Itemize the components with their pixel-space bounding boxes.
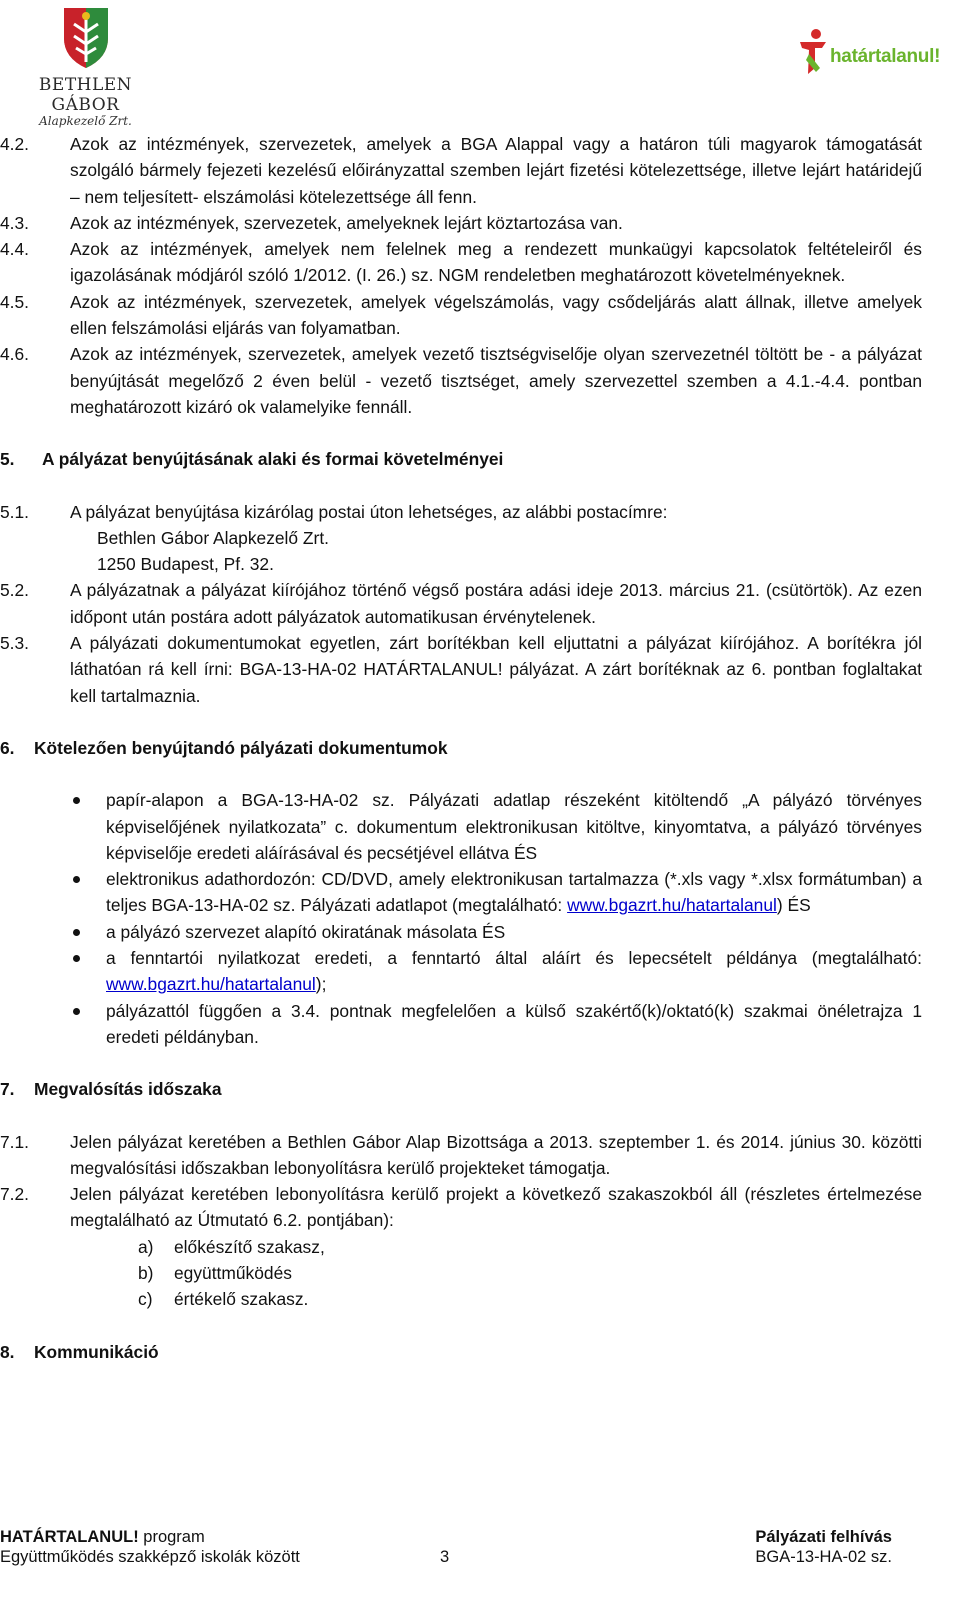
bullet-icon	[0, 787, 106, 866]
section-title: A pályázat benyújtásának alaki és formai követelményei	[42, 449, 504, 470]
section-heading-5	[0, 446, 922, 472]
section-heading-7	[0, 1076, 922, 1102]
postal-address-name: Bethlen Gábor Alapkezelő Zrt.	[97, 527, 330, 548]
page-footer	[0, 1527, 900, 1567]
phase-item	[0, 1286, 922, 1312]
phase-item	[0, 1260, 922, 1286]
section-heading-6	[0, 735, 922, 761]
bgazrt-link[interactable]: www.bgazrt.hu/hatartalanul	[106, 974, 316, 995]
bethlen-gabor-logo	[18, 4, 153, 128]
bullet-item	[0, 919, 922, 945]
bullet-text	[106, 866, 922, 919]
footer-program	[0, 1527, 205, 1547]
list-item	[0, 289, 922, 342]
item-number: 4.3.	[0, 212, 30, 233]
footer-subtitle: Együttműködés szakképző iskolák között	[0, 1548, 300, 1566]
item-text: A pályázatnak a pályázat kiírójához történő végső postára adási ideje 2013. március 21. (csütörtök). Az ezen időpont után postára adott pályázatok automatikusan érvénytelenek.	[70, 580, 922, 627]
bullet-item	[0, 787, 922, 866]
footer-doc-type: Pályázati felhívás	[755, 1528, 892, 1546]
bullet-item	[0, 866, 922, 919]
logo-wordmark: határtalanul!	[830, 46, 941, 67]
item-number: 4.6.	[0, 344, 30, 365]
phase-text: előkészítő szakasz,	[174, 1236, 325, 1257]
postal-address-city: 1250 Budapest, Pf. 32.	[97, 554, 274, 575]
page-number: 3	[440, 1548, 450, 1566]
bullet-icon	[0, 919, 106, 945]
bullet-text: pályázattól függően a 3.4. pontnak megfelelően a külső szakértő(k)/oktató(k) szakmai önéletrajza 1 eredeti példányban.	[106, 1000, 922, 1047]
bgazrt-link[interactable]: www.bgazrt.hu/hatartalanul	[567, 895, 777, 916]
section-number: 5.	[0, 449, 15, 470]
bullet-text: a pályázó szervezet alapító okiratának másolata ÉS	[106, 921, 506, 942]
bullet-text-part: );	[315, 974, 327, 995]
crest-icon	[54, 4, 118, 70]
item-number: 5.3.	[0, 633, 30, 654]
list-item	[0, 131, 922, 210]
section-title: Kötelezően benyújtandó pályázati dokumentumok	[34, 737, 448, 758]
section-number: 6.	[0, 737, 15, 758]
bullet-icon	[0, 866, 106, 919]
item-number: 4.4.	[0, 239, 30, 260]
item-number: 4.5.	[0, 291, 30, 312]
figure-icon	[796, 28, 830, 76]
item-text: Azok az intézmények, amelyek nem felelnek meg a rendezett munkaügyi kapcsolatok feltételeiről és igazolásának módjáról szóló 1/2012. (I. 26.) sz. NGM rendeletben meghatározott követelményeknek.	[70, 239, 922, 286]
item-number: 7.1.	[0, 1131, 30, 1152]
list-item	[0, 630, 922, 709]
phase-letter: b)	[138, 1262, 154, 1283]
item-text: Jelen pályázat keretében a Bethlen Gábor Alap Bizottsága a 2013. szeptember 1. és 2014. június 30. közötti megvalósítási időszakban lebonyolításra kerülő projekteket támogatja.	[70, 1131, 922, 1178]
list-item	[0, 499, 922, 525]
phase-item	[0, 1234, 922, 1260]
list-item	[0, 210, 922, 236]
bullet-text-part: a fenntartói nyilatkozat eredeti, a fenntartó által aláírt és lepecsételt példánya (megtalálható:	[106, 948, 922, 969]
footer-program-name: HATÁRTALANUL!	[0, 1528, 139, 1546]
footer-doc-code: BGA-13-HA-02 sz.	[755, 1548, 892, 1566]
section-number: 8.	[0, 1341, 15, 1362]
logo-subtitle: Alapkezelő Zrt.	[39, 114, 132, 128]
item-number: 4.2.	[0, 134, 30, 154]
phase-letter: a)	[138, 1236, 154, 1257]
document-body	[0, 131, 922, 1391]
list-item	[0, 236, 922, 289]
bullet-text	[106, 945, 922, 998]
item-text: A pályázati dokumentumokat egyetlen, zárt borítékban kell eljuttatni a pályázat kiírójához. A borítékra jól láthatóan rá kell írni: BGA-13-HA-02 HATÁRTALANUL! pályázat. A zárt borítéknak az 6. pontban foglaltakat kell tartalmaznia.	[70, 633, 922, 706]
item-number: 5.2.	[0, 580, 30, 601]
bullet-text: papír-alapon a BGA-13-HA-02 sz. Pályázati adatlap részeként kitöltendő „A pályázó törvényes képviselőjének nyilatkozata” c. dokumentum elektronikusan kitöltve, kinyomtatva, a pályázó törvényes képviselője eredeti aláírásával és pecsétjével ellátva ÉS	[106, 790, 922, 863]
item-number: 7.2.	[0, 1184, 30, 1205]
logo-title: BETHLEN GÁBOR	[38, 75, 133, 115]
phase-letter: c)	[138, 1289, 153, 1310]
document-list	[0, 787, 922, 1050]
bullet-item	[0, 945, 922, 998]
bullet-text-part: elektronikus adathordozón: CD/DVD, amely elektronikusan tartalmazza (*.xls vagy *.xlsx formátumban) a teljes BGA-13-HA-02 sz. Pályázati adatlapot (megtalálható:	[106, 869, 922, 916]
section-number: 7.	[0, 1079, 15, 1100]
section-heading-8	[0, 1339, 922, 1365]
bullet-icon	[0, 998, 106, 1051]
item-number: 5.1.	[0, 501, 30, 522]
phase-text: értékelő szakasz.	[174, 1289, 309, 1310]
list-item	[0, 1129, 922, 1182]
item-text: Azok az intézmények, szervezetek, amelyek a BGA Alappal vagy a határon túli magyarok támogatását szolgáló bármely fejezeti kezelésű előirányzattal szemben lejárt fizetési kötelezettsége, illetve lejárt határidejű – nem teljesített- elszámolási kötelezettsége áll fenn.	[70, 134, 922, 207]
list-item	[0, 341, 922, 420]
footer-program-suffix: program	[138, 1528, 205, 1546]
bullet-item	[0, 998, 922, 1051]
item-text: Jelen pályázat keretében lebonyolításra kerülő projekt a következő szakaszokból áll (részletes értelmezése megtalálható az Útmutató 6.2. pontjában):	[70, 1184, 922, 1231]
section-title: Kommunikáció	[34, 1341, 159, 1362]
list-item	[0, 577, 922, 630]
bullet-icon	[0, 945, 106, 998]
item-text: Azok az intézmények, szervezetek, amelyeknek lejárt köztartozása van.	[70, 212, 623, 233]
item-text: Azok az intézmények, szervezetek, amelyek végelszámolás, vagy csődeljárás alatt állnak, illetve amelyek ellen felszámolási eljárás van folyamatban.	[70, 291, 922, 339]
section-title: Megvalósítás időszaka	[34, 1079, 222, 1100]
bullet-text-part: ) ÉS	[776, 895, 811, 916]
item-text: A pályázat benyújtása kizárólag postai úton lehetséges, az alábbi postacímre:	[70, 501, 668, 522]
hatartalanul-logo	[800, 28, 960, 78]
phase-text: együttműködés	[174, 1262, 292, 1283]
item-text: Azok az intézmények, szervezetek, amelyek vezető tisztségviselője olyan szervezetnél töltött be - a pályázat benyújtását megelőző 2 éven belül - vezető tisztséget, amely szervezettel szemben a 4.1.-4.4. pontban meghatározott kizáró ok valamelyike fennáll.	[70, 344, 922, 417]
list-item	[0, 1181, 922, 1234]
